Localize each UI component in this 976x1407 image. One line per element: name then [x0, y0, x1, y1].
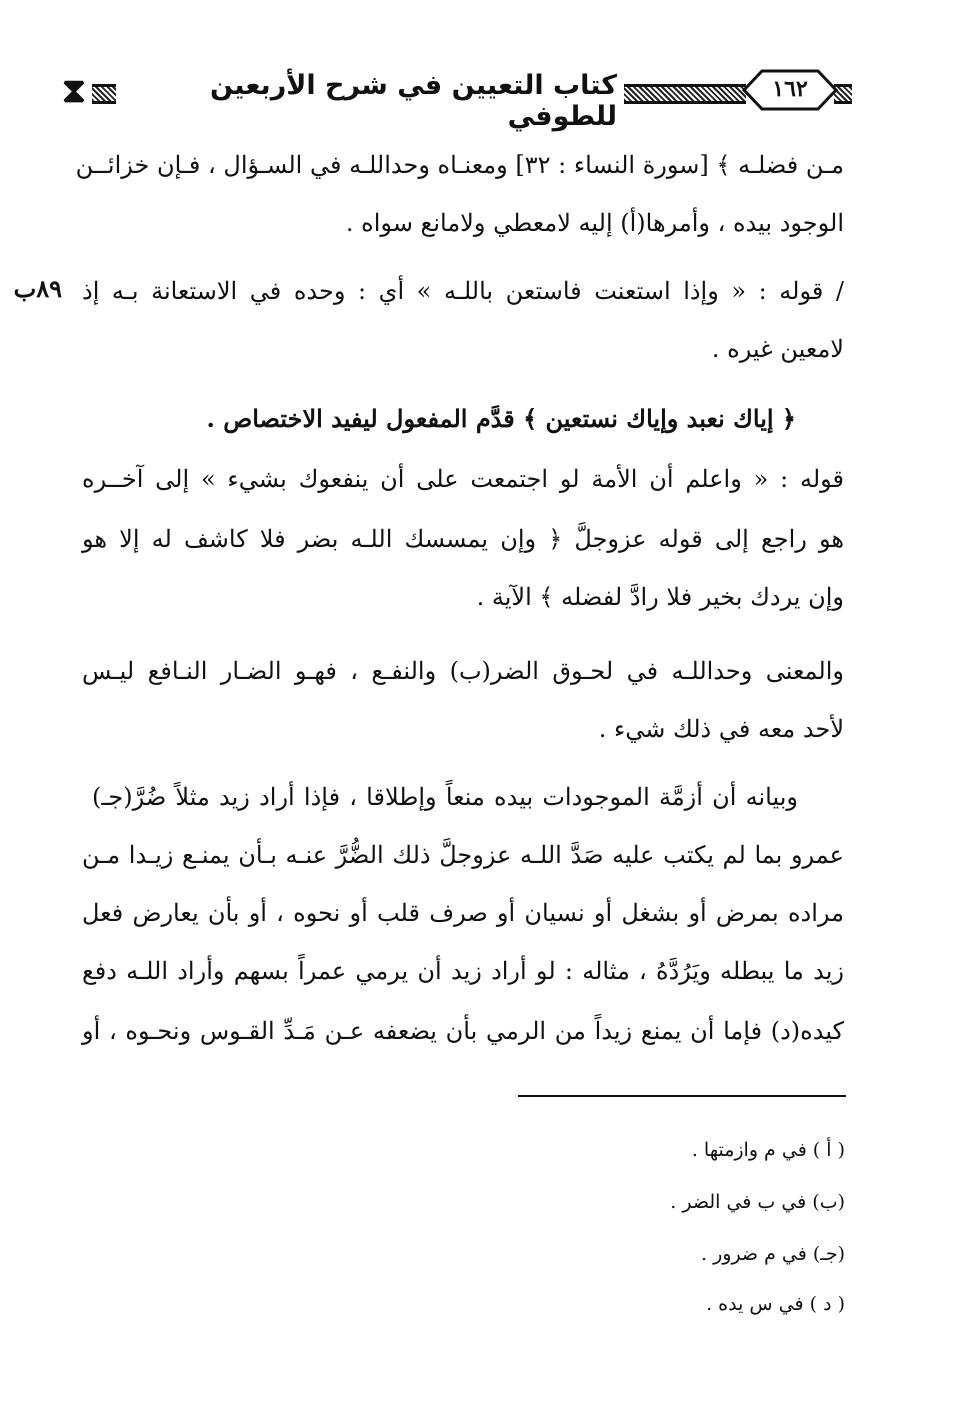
text-line: ﴿ إياك نعبد وإياك نستعين ﴾ قدَّم المفعول ليفيد الاختصاص .: [206, 404, 796, 433]
footnote: (جـ) في م ضرور .: [701, 1243, 845, 1265]
text-line: عمرو بما لم يكتب عليه صَدَّ اللـه عزوجلَّ ذلك الضُّرَّ عنـه بـأن يمنـع زيـدا مـن: [82, 841, 844, 869]
book-title: كتاب التعيين في شرح الأربعين للطوفي: [210, 70, 617, 132]
text-line: لامعين غيره .: [711, 335, 844, 363]
text-line: مراده بمرض أو بشغل أو نسيان أو صرف قلب أو نحوه ، أو بأن يعارض فعل: [82, 899, 844, 927]
footnote: ( د ) في س يده .: [706, 1293, 845, 1315]
text-line: الوجود بيده ، وأمرها(أ) إليه لامعطي ولامانع سواه .: [345, 209, 844, 237]
text-line: / قوله : « وإذا استعنت فاستعن باللـه » أي : وحده في الاستعانة بـه إذ: [82, 277, 844, 305]
header-decorative-bar-right: [624, 84, 746, 104]
page-number-badge: [742, 68, 838, 112]
running-header: [62, 62, 852, 132]
text-line: وبيانه أن أزمَّة الموجودات بيده منعاً وإطلاقا ، فإذا أراد زيد مثلاً ضُرَّ(جـ): [92, 783, 798, 811]
text-line: كيده(د) فإما أن يمنع زيداً من الرمي بأن يضعفه عـن مَـدِّ القـوس ونحـوه ، أو: [82, 1017, 844, 1045]
manuscript-folio-marker: ٨٩ب: [13, 274, 62, 303]
page-number: ١٦٢: [772, 76, 808, 102]
footnote: ( أ ) في م وازمتها .: [691, 1139, 845, 1161]
text-line: والمعنى وحداللـه في لحـوق الضر(ب) والنفـع ، فهـو الضـار النـافع ليـس: [82, 657, 844, 685]
header-decorative-bar-left: [92, 84, 116, 104]
text-line: لأحد معه في ذلك شيء .: [598, 715, 844, 743]
text-line: زيد ما يبطله ويَرُدَّهُ ، مثاله : لو أراد زيد أن يرمي عمراً بسهم وأراد اللـه دفع: [82, 957, 844, 985]
text-line: وإن يردك بخير فلا رادَّ لفضله ﴾ الآية .: [476, 583, 844, 611]
footnote-separator: [518, 1095, 846, 1097]
footnote: (ب) في ب في الضر .: [670, 1191, 845, 1213]
text-line: هو راجع إلى قوله عزوجلَّ ﴿ وإن يمسسك اللـه بضر فلا كاشف له إلا هو: [82, 525, 844, 553]
text-line: قوله : « واعلم أن الأمة لو اجتمعت على أن ينفعوك بشيء » إلى آخــره: [82, 465, 844, 493]
header-ornament-icon: ⧗: [62, 71, 86, 111]
text-line: مـن فضلـه ﴾ [سورة النساء : ٣٢] ومعنـاه وحداللـه في السـؤال ، فـإن خزائــن: [75, 151, 844, 179]
